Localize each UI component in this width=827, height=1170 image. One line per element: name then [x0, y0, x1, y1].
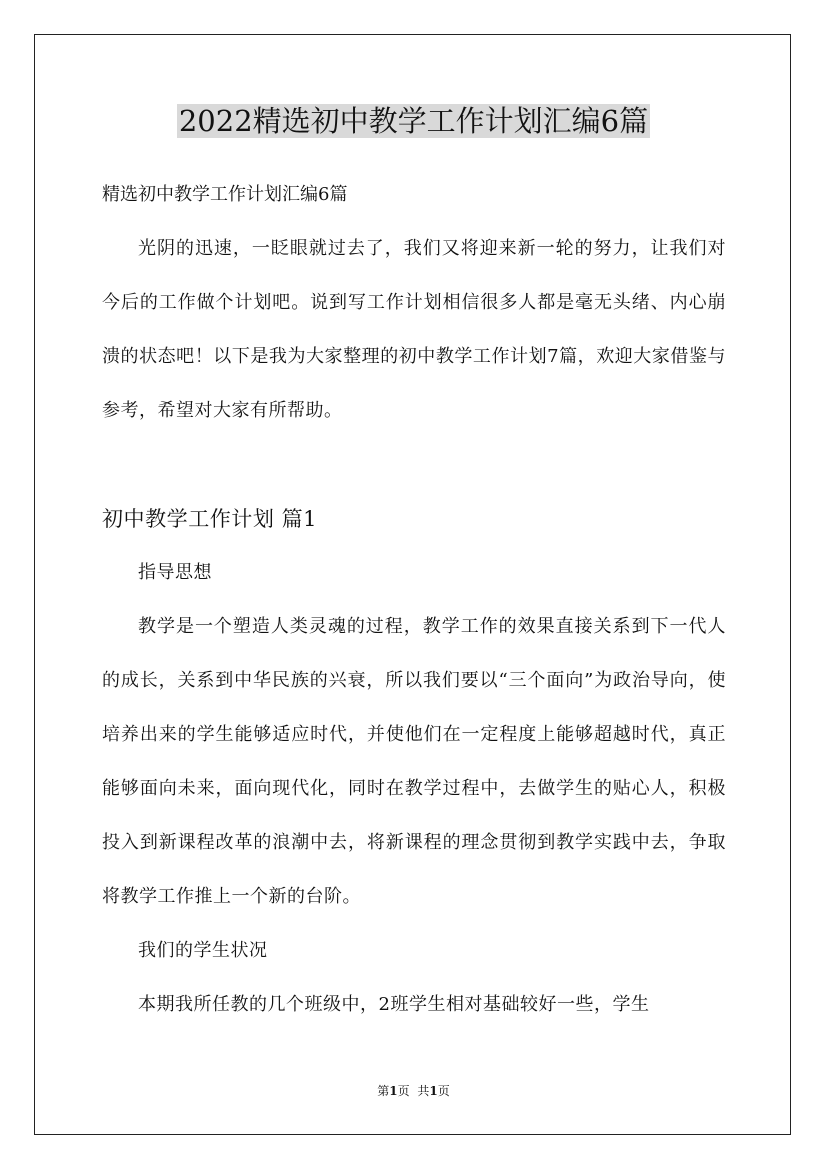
- page-number: 1: [389, 1084, 398, 1098]
- document-title-text: 2022精选初中教学工作计划汇编6篇: [178, 104, 649, 138]
- students-paragraph: 本期我所任教的几个班级中，2班学生相对基础较好一些，学生: [138, 994, 650, 1015]
- article-section: [102, 492, 726, 1032]
- page-label-suffix: 页: [397, 1084, 410, 1098]
- students-heading: 我们的学生状况: [138, 940, 268, 961]
- document-subtitle: 精选初中教学工作计划汇编6篇: [102, 184, 348, 205]
- page-footer: [0, 1082, 827, 1100]
- intro-section: [102, 222, 726, 438]
- page-label-prefix: 第: [377, 1084, 390, 1098]
- document-title: [0, 100, 827, 142]
- total-label-suffix: 页: [437, 1084, 450, 1098]
- guide-paragraph: 教学是一个塑造人类灵魂的过程，教学工作的效果直接关系到下一代人的成长，关系到中华民族的兴衰，所以我们要以“三个面向”为政治导向，使培养出来的学生能够适应时代，并使他们在一定程度上能够超越时代，真正能够面向未来，面向现代化，同时在教学过程中，去做学生的贴心人，积极投入到新课程改革的浪潮中去，将新课程的理念贯彻到教学实践中去，争取将教学工作推上一个新的台阶。: [102, 616, 726, 907]
- total-label-prefix: 共: [417, 1084, 430, 1098]
- guide-heading: 指导思想: [138, 562, 212, 583]
- intro-paragraph: 光阴的迅速，一眨眼就过去了，我们又将迎来新一轮的努力，让我们对今后的工作做个计划吧。说到写工作计划相信很多人都是毫无头绪、内心崩溃的状态吧！以下是我为大家整理的初中教学工作计划7篇，欢迎大家借鉴与参考，希望对大家有所帮助。: [102, 238, 726, 421]
- article-heading: 初中教学工作计划 篇1: [102, 506, 318, 531]
- total-pages: 1: [429, 1084, 438, 1098]
